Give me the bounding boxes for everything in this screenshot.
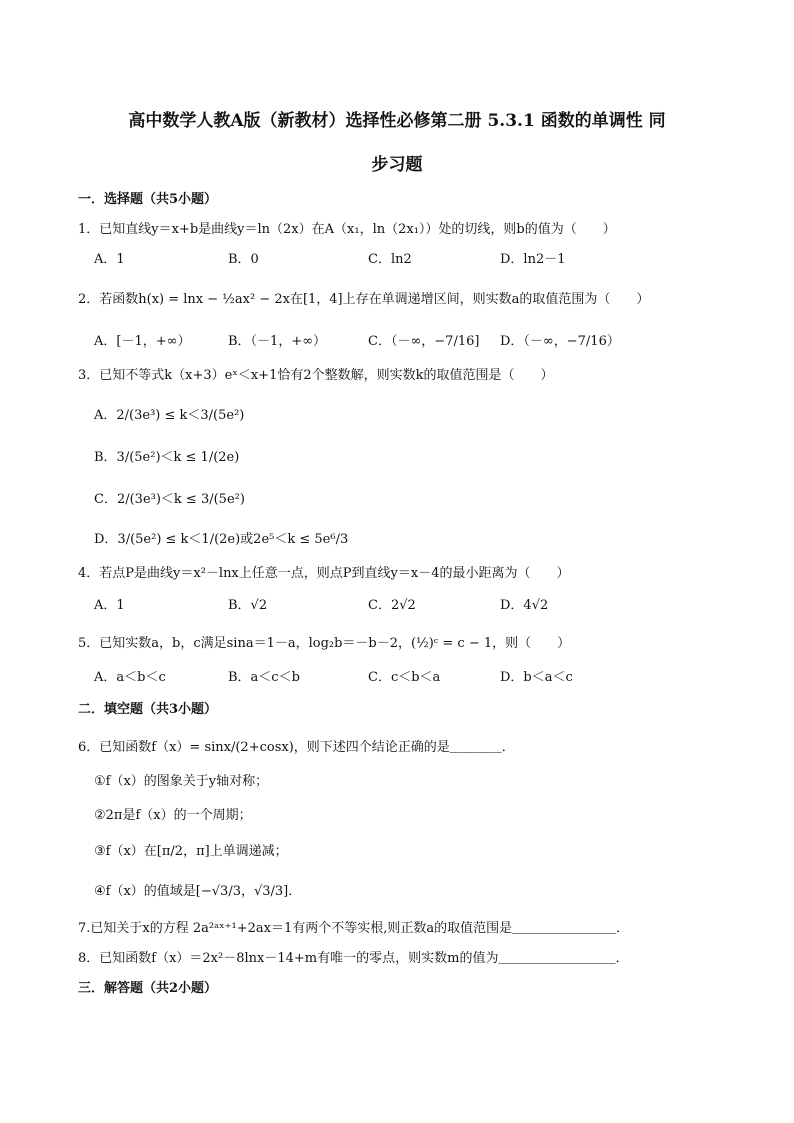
q4-option-c: C．2√2 xyxy=(368,598,416,613)
q4-option-b: B．√2 xyxy=(228,598,268,613)
q2-option-c: C．（－∞，−7/16] xyxy=(368,334,480,349)
q3-option-c: C．2/(3e³)＜k ≤ 3/(5e²) xyxy=(94,492,245,507)
question-8: 8．已知函数f（x）＝2x²－8lnx－14+m有唯一的零点，则实数m的值为＿＿＿＿＿＿＿＿＿． xyxy=(78,951,629,966)
question-5: 5．已知实数a，b，c满足sina＝1－a，log₂b＝－b－2，(½)ᶜ = c − 1，则（ ） xyxy=(78,636,571,651)
q4-option-d: D．4√2 xyxy=(500,598,549,613)
q2-option-b: B．（－1，+∞） xyxy=(228,334,327,349)
q3-option-d: D．3/(5e²) ≤ k＜1/(2e)或2e⁵＜k ≤ 5e⁶/3 xyxy=(94,532,349,547)
q6-statement-3: ③f（x）在[π/2，π]上单调递减； xyxy=(94,844,288,859)
q2-option-d: D．（－∞，−7/16） xyxy=(500,334,620,349)
q5-option-c: C．c＜b＜a xyxy=(368,670,441,685)
q5-option-b: B．a＜c＜b xyxy=(228,670,300,685)
q2-option-a: A．[－1，+∞） xyxy=(94,334,191,349)
section-answer-heading: 三．解答题（共2小题） xyxy=(78,981,218,996)
q6-statement-1: ①f（x）的图象关于y轴对称； xyxy=(94,774,269,789)
q1-option-d: D．ln2－1 xyxy=(500,252,566,267)
page-title-line1: 高中数学人教A版（新教材）选择性必修第二册 5.3.1 函数的单调性 同 xyxy=(128,111,666,131)
q6-statement-4: ④f（x）的值域是[−√3/3，√3/3]． xyxy=(94,884,302,899)
q5-option-d: D．b＜a＜c xyxy=(500,670,573,685)
q1-option-a: A．1 xyxy=(94,252,125,267)
q5-option-a: A．a＜b＜c xyxy=(94,670,166,685)
question-6: 6．已知函数f（x）= sinx/(2+cosx)，则下述四个结论正确的是＿＿＿＿． xyxy=(78,740,515,755)
question-4: 4．若点P是曲线y＝x²－lnx上任意一点，则点P到直线y＝x－4的最小距离为（ ） xyxy=(78,566,570,581)
page-title-line2: 步习题 xyxy=(371,155,423,175)
q6-statement-2: ②2π是f（x）的一个周期； xyxy=(94,808,252,823)
q4-option-a: A．1 xyxy=(94,598,125,613)
question-1: 1．已知直线y＝x+b是曲线y＝ln（2x）在A（x₁，ln（2x₁））处的切线，则b的值为（ ） xyxy=(78,222,616,237)
q3-option-b: B．3/(5e²)＜k ≤ 1/(2e) xyxy=(94,450,240,465)
question-3: 3．已知不等式k（x+3）eˣ＜x+1恰有2个整数解，则实数k的取值范围是（ ） xyxy=(78,368,554,383)
section-choice-heading: 一．选择题（共5小题） xyxy=(78,192,218,207)
question-7: 7.已知关于x的方程 2a²ᵃˣ⁺¹+2ax＝1有两个不等实根,则正数a的取值范围是＿＿＿＿＿＿＿＿． xyxy=(78,921,630,936)
q1-option-c: C．ln2 xyxy=(368,252,412,267)
question-2: 2．若函数h(x) = lnx − ½ax² − 2x在[1，4]上存在单调递增区间，则实数a的取值范围为（ ） xyxy=(78,292,650,307)
q3-option-a: A．2/(3e³) ≤ k＜3/(5e²) xyxy=(94,408,245,423)
section-fill-heading: 二．填空题（共3小题） xyxy=(78,702,218,717)
q1-option-b: B．0 xyxy=(228,252,259,267)
